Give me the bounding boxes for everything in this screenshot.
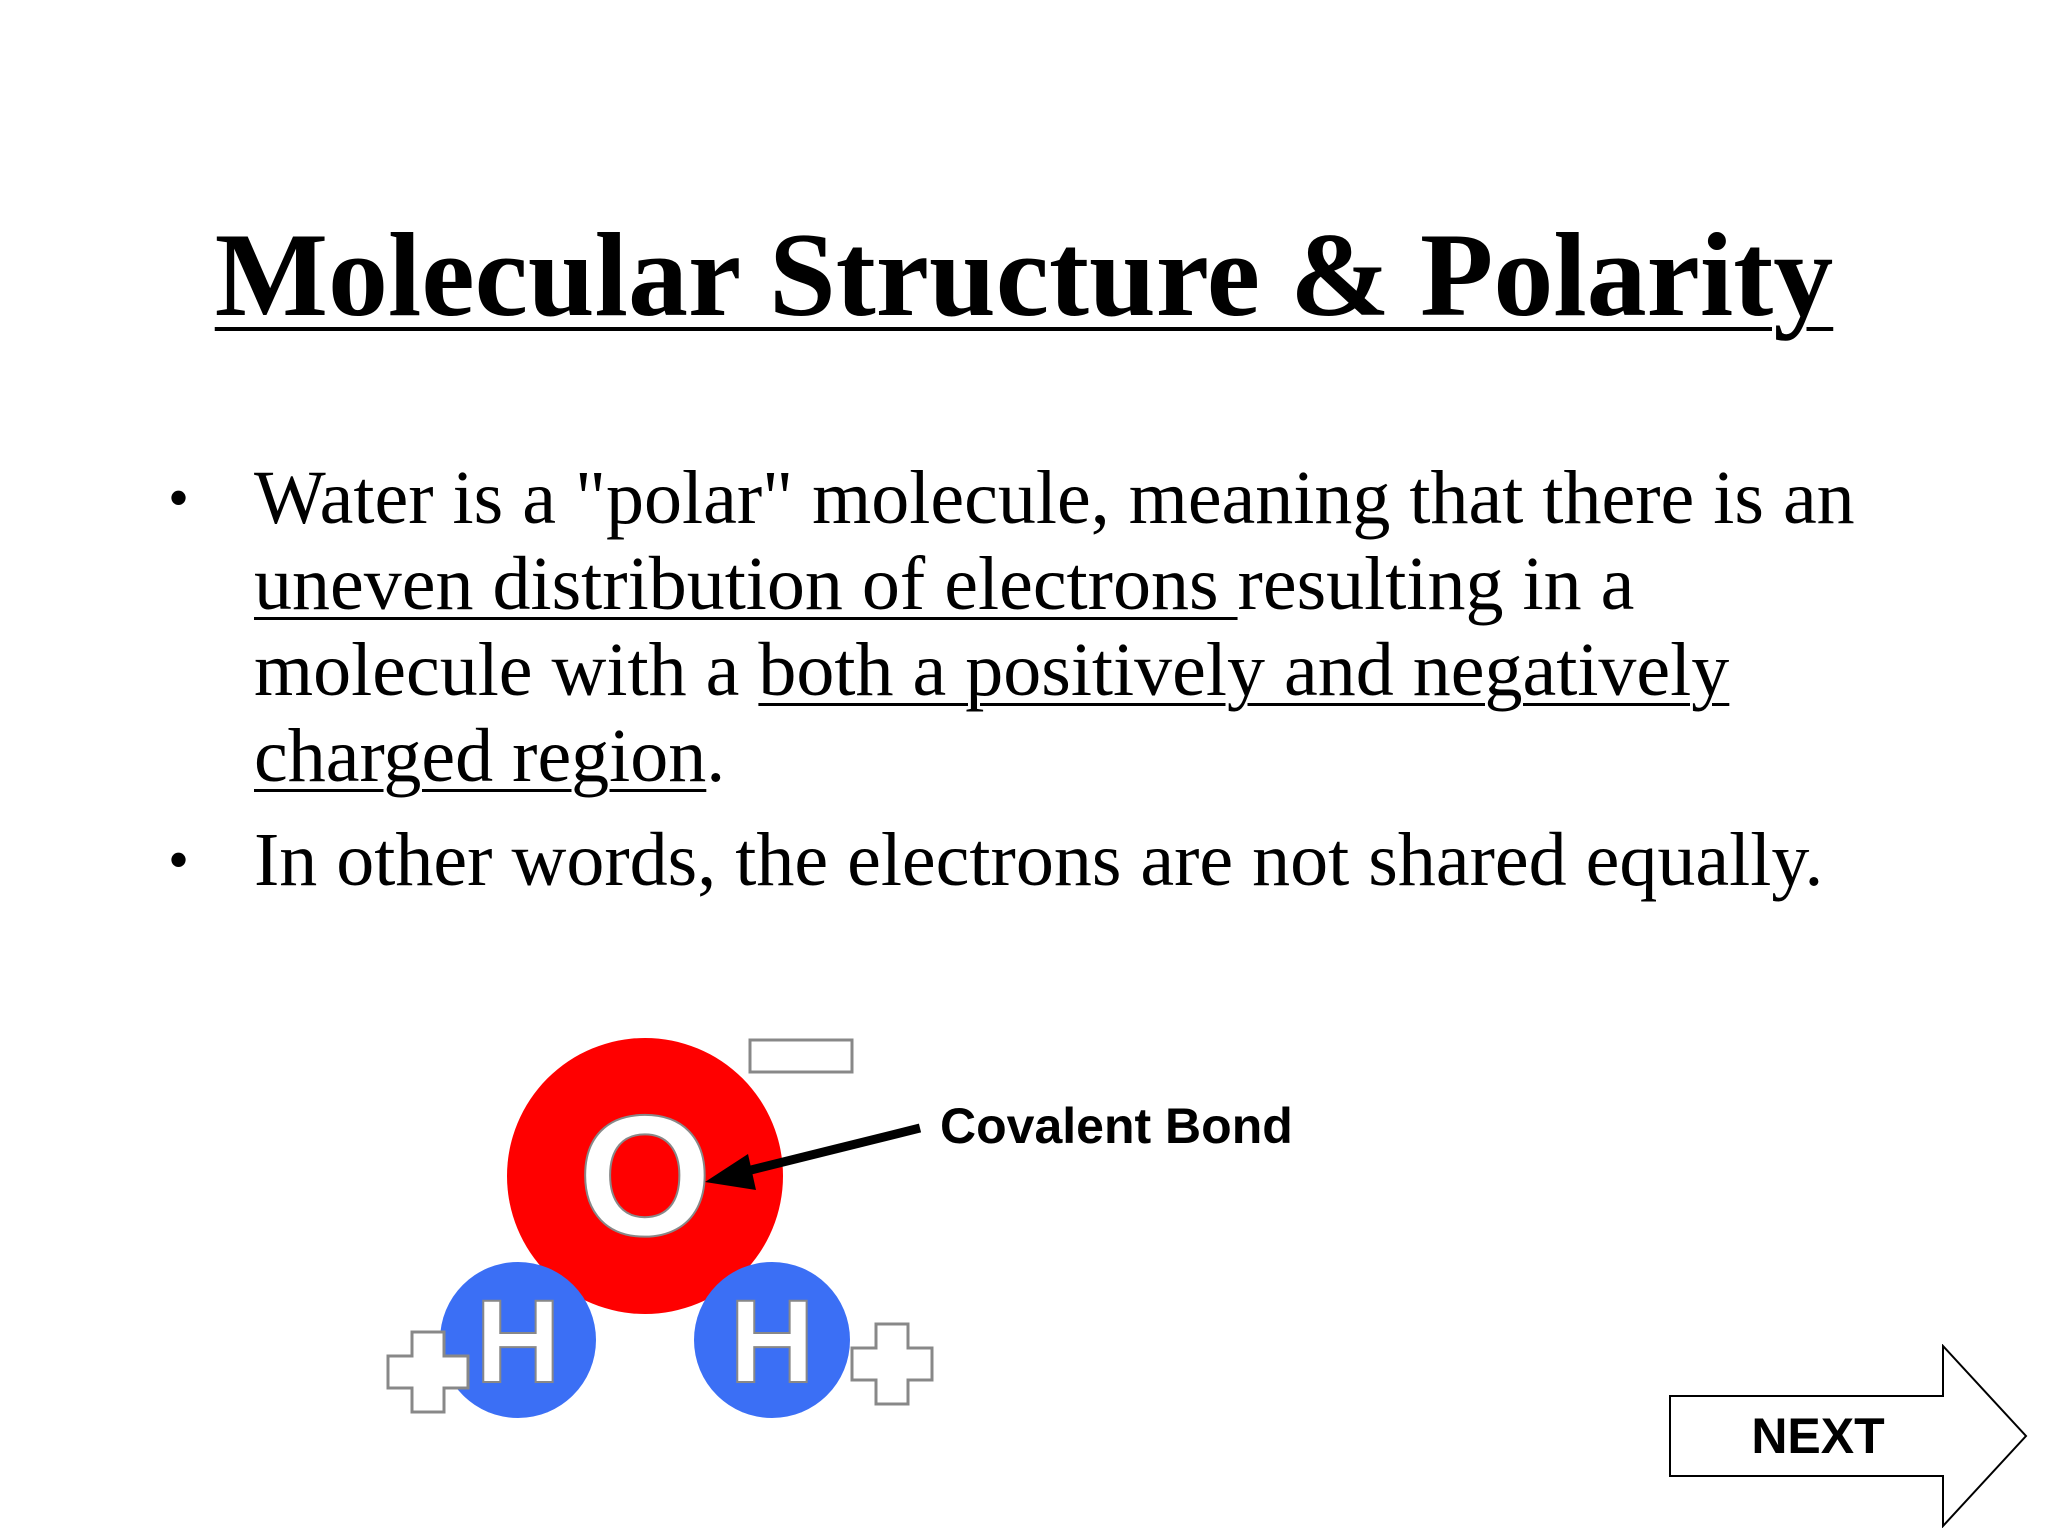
bullet-item-1 xyxy=(168,455,1868,799)
bullet-1-text-b: resulting in a molecule with a xyxy=(254,542,1635,712)
positive-sign-icon-right xyxy=(852,1324,932,1404)
hydrogen-symbol-right: H xyxy=(729,1276,815,1408)
next-button[interactable] xyxy=(1668,1344,2028,1528)
bullet-1-underlined-uneven: uneven distribution of electrons xyxy=(254,542,1238,626)
slide-title: Molecular Structure & Polarity xyxy=(214,208,1834,341)
covalent-bond-label: Covalent Bond xyxy=(940,1098,1293,1154)
bullet-item-2 xyxy=(168,817,1868,903)
bullet-list xyxy=(168,455,1868,921)
next-button-label: NEXT xyxy=(1751,1408,1885,1464)
hydrogen-symbol-left: H xyxy=(475,1276,561,1408)
bullet-1-text-c: . xyxy=(706,714,726,798)
oxygen-symbol: O xyxy=(578,1080,712,1272)
bullet-dot: • xyxy=(168,465,190,531)
bullet-1-underlined-charged: both a positively and negatively charged region xyxy=(254,628,1730,798)
bullet-dot: • xyxy=(168,827,190,893)
negative-sign-icon xyxy=(750,1040,852,1072)
bullet-1-text-a: Water is a "polar" molecule, meaning that there is an xyxy=(254,456,1855,540)
bullet-2-text: In other words, the electrons are not shared equally. xyxy=(254,818,1824,902)
